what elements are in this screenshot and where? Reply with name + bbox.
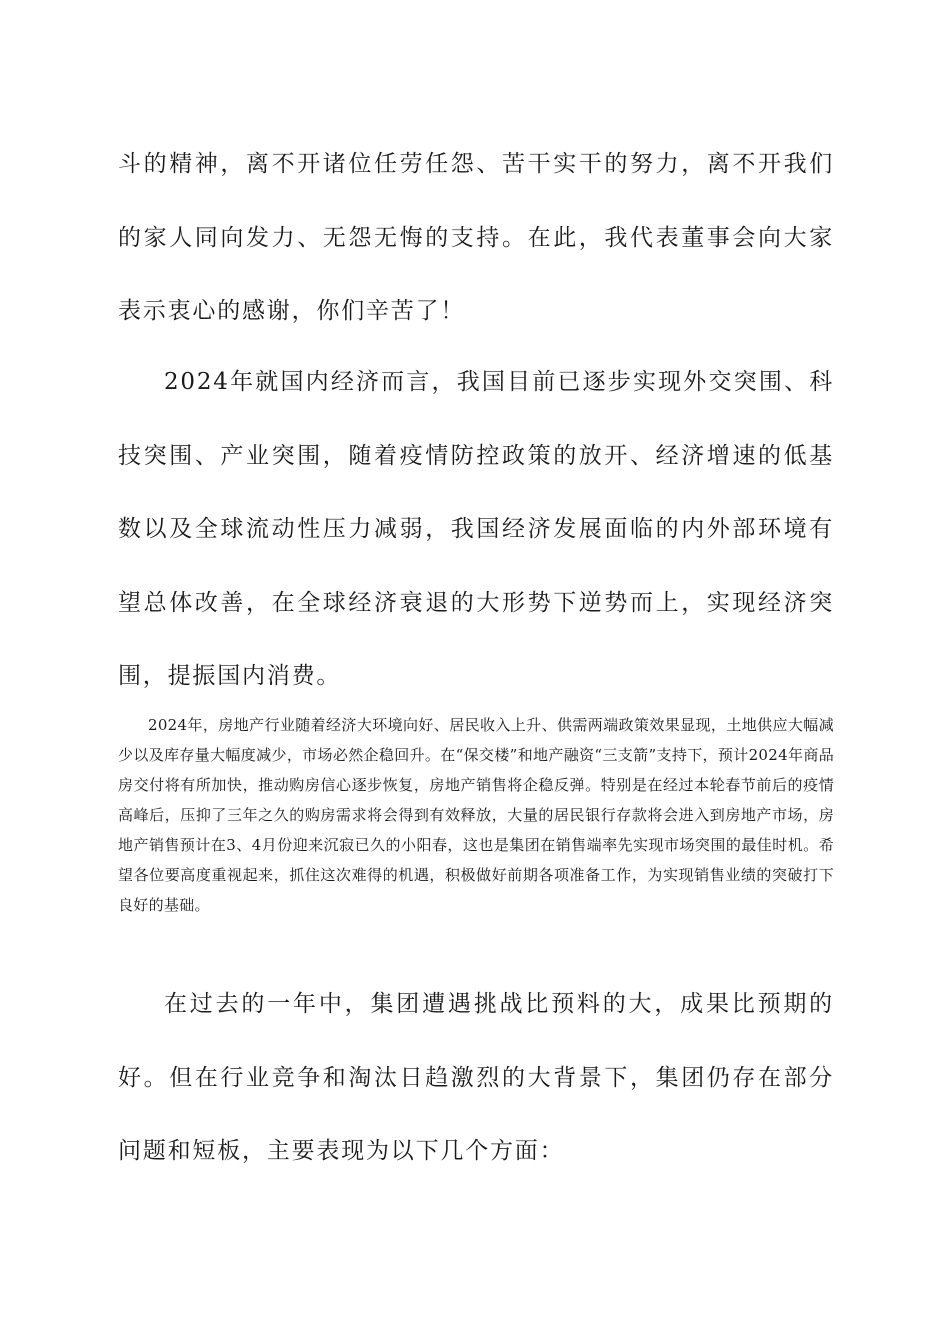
paragraph-domestic-economy: 2024年就国内经济而言，我国目前已逐步实现外交突围、科技突围、产业突围，随着疫情防控政策的放开、经济增速的低基数以及全球流动性压力减弱，我国经济发展面临的内外部环境有望总体改善，在全球经济衰退的大形势下逆势而上，实现经济突围，提振国内消费。: [118, 369, 834, 690]
paragraph-problems-intro: 在过去的一年中，集团遭遇挑战比预料的大，成果比预期的好。但在行业竞争和淘汰日趋激烈的大背景下，集团仍存在部分问题和短板，主要表现为以下几个方面：: [118, 991, 834, 1165]
paragraph-real-estate-outlook: 2024年，房地产行业随着经济大环境向好、居民收入上升、供需两端政策效果显现，土地供应大幅减少以及库存量大幅度减少，市场必然企稳回升。在“保交楼”和地产融资“三支箭”支持下，预计2024年商品房交付将有所加快，推动购房信心逐步恢复，房地产销售将企稳反弹。特别是在经过本轮春节前后的疫情高峰后，压抑了三年之久的购房需求将会得到有效释放，大量的居民银行存款将会进入到房地产市场，房地产销售预计在3、4月份迎来沉寂已久的小阳春，这也是集团在销售端率先实现市场突围的最佳时机。希望各位要高度重视起来，抓住这次难得的机遇，积极做好前期各项准备工作，为实现销售业绩的突破打下良好的基础。: [118, 716, 834, 914]
paragraph-board-thanks: 斗的精神，离不开诸位任劳任怨、苦干实干的努力，离不开我们的家人同向发力、无怨无悔的支持。在此，我代表董事会向大家表示衷心的感谢，你们辛苦了！: [118, 151, 834, 325]
